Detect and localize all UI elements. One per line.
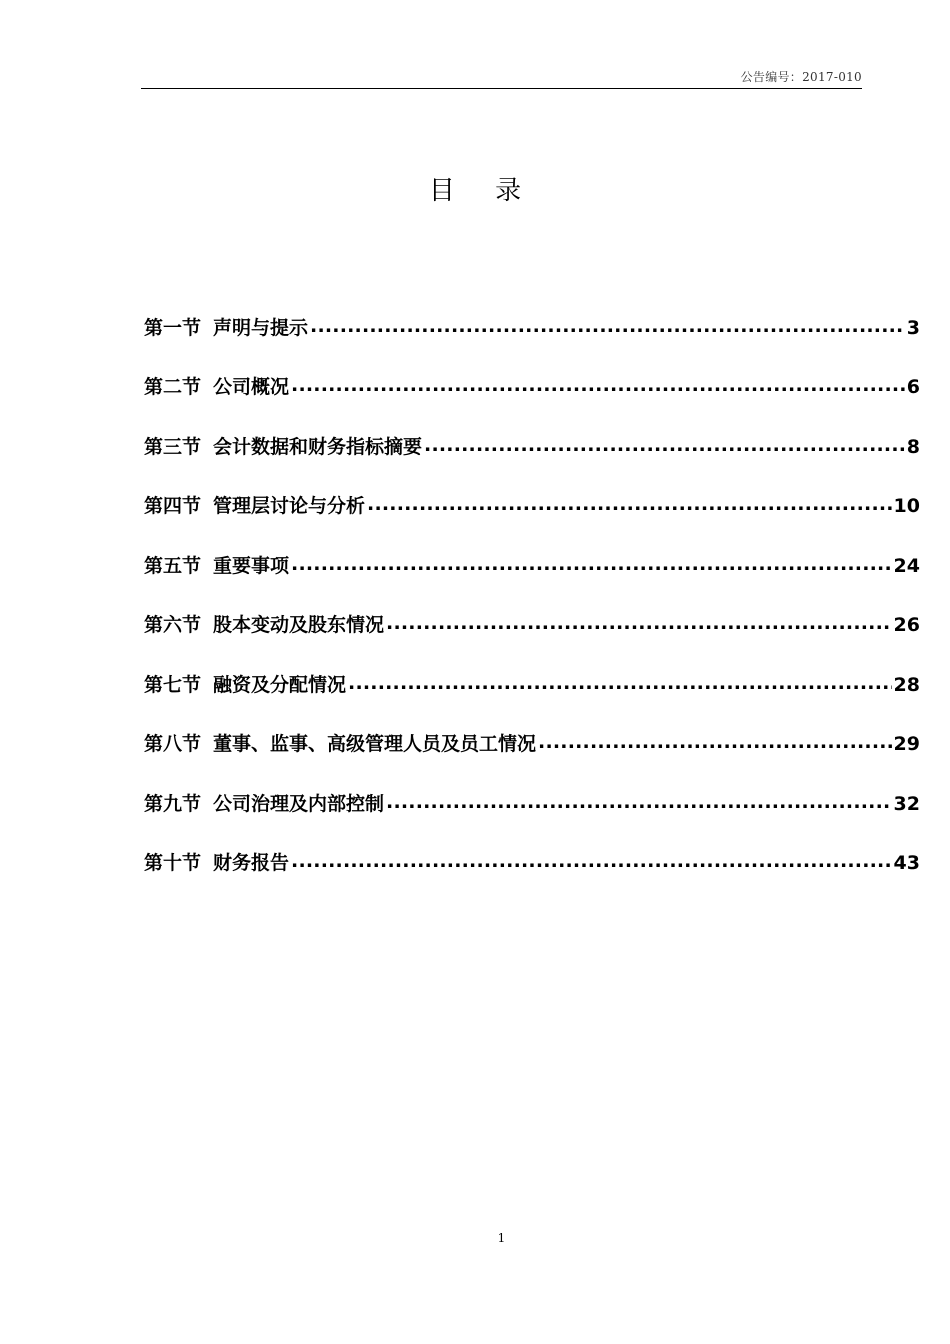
toc-entry-10[interactable] [144, 819, 920, 879]
header-divider [141, 88, 862, 89]
table-of-contents [144, 283, 920, 878]
toc-entry-8[interactable] [144, 700, 920, 760]
dot-leader [538, 731, 892, 753]
toc-entry-9[interactable] [144, 759, 920, 819]
toc-section-label: 第四节 [144, 495, 202, 517]
toc-entry-2[interactable] [144, 343, 920, 403]
toc-section-title: 公司治理及内部控制 [213, 792, 385, 815]
toc-section-label: 第十节 [144, 852, 202, 874]
toc-page-number: 8 [906, 435, 920, 458]
toc-section-label: 第五节 [144, 554, 202, 577]
announcement-number: 公告编号：2017-010 [740, 70, 862, 84]
toc-entry-5[interactable] [144, 521, 920, 581]
toc-page-number: 28 [893, 673, 920, 696]
toc-section-label: 第二节 [144, 376, 202, 398]
page-number: 1 [497, 1231, 506, 1245]
toc-page-number: 32 [893, 792, 920, 815]
toc-section-title: 重要事项 [213, 554, 290, 577]
dot-leader [367, 493, 892, 515]
toc-entry-4[interactable] [144, 462, 920, 522]
dot-leader [386, 612, 892, 634]
dot-leader [424, 434, 905, 456]
dot-leader [310, 315, 905, 337]
toc-page-number: 10 [893, 495, 920, 517]
toc-page-number: 29 [893, 733, 920, 755]
toc-section-title: 声明与提示 [213, 316, 309, 339]
toc-section-title: 融资及分配情况 [213, 673, 347, 696]
toc-entry-3[interactable] [144, 402, 920, 462]
toc-section-title: 公司概况 [213, 376, 290, 398]
toc-page-number: 3 [906, 316, 920, 339]
toc-page-number: 24 [893, 554, 920, 577]
toc-section-title: 董事、监事、高级管理人员及员工情况 [213, 733, 537, 755]
toc-section-label: 第三节 [144, 435, 202, 458]
toc-section-label: 第六节 [144, 614, 202, 636]
toc-section-label: 第一节 [144, 316, 202, 339]
toc-section-label: 第九节 [144, 792, 202, 815]
toc-entry-6[interactable] [144, 581, 920, 641]
toc-page-number: 6 [906, 376, 920, 398]
toc-page-number: 43 [893, 852, 920, 874]
toc-section-title: 股本变动及股东情况 [213, 614, 385, 636]
toc-title: 目 录 [428, 176, 538, 206]
dot-leader [291, 374, 905, 396]
toc-entry-7[interactable] [144, 640, 920, 700]
toc-entry-1[interactable] [144, 283, 920, 343]
dot-leader [348, 672, 892, 694]
toc-section-title: 会计数据和财务指标摘要 [213, 435, 423, 458]
toc-section-title: 财务报告 [213, 852, 290, 874]
toc-section-label: 第八节 [144, 733, 202, 755]
toc-page-number: 26 [893, 614, 920, 636]
dot-leader [291, 553, 892, 575]
dot-leader [291, 850, 892, 872]
dot-leader [386, 791, 892, 813]
toc-section-label: 第七节 [144, 673, 202, 696]
toc-section-title: 管理层讨论与分析 [213, 495, 366, 517]
